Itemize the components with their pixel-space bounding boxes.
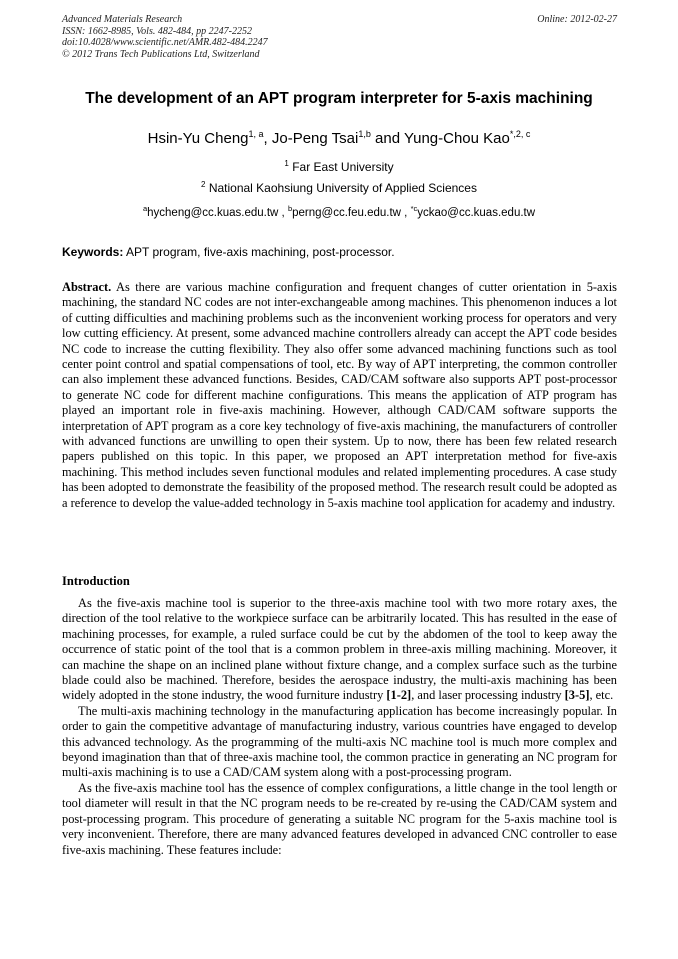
email-address[interactable]: perng@cc.feu.edu.tw: [292, 207, 401, 219]
email-separator: ,: [278, 207, 288, 219]
paragraph: The multi-axis machining technology in the manufacturing application has become increasingly popular. In order to gain the competitive advantage of manufacturing industry, various countries have engaged to develop this advanced technology. As the programming of the multi-axis NC machine tool is much more complex and beyond imagination than that of three-axis machine tool, the common practice in generating an NC program for multi-axis machining is to use a CAD/CAM system along with a post-processing program.: [62, 703, 617, 780]
affiliation-superscript: 2: [201, 180, 206, 189]
paragraph-text: As the five-axis machine tool is superior to the three-axis machine tool with two more rotary axes, the direction of the tool relative to the workpiece surface can be arbitrarily located. This has resulted in the ease of machining processes, for example, a ruled surface could be cut by the abdomen of the tool to keep away the occurrence of static point of the tool that is a common problem in three-axis milling machining. Moreover, it can machine the shape on an inclined plane without fixture change, and a complex surface such as the turbine blade could also be machined. Therefore, besides the aerospace industry, the multi-axis machining has been widely adopted in the stone industry, the wood furniture industry: [62, 596, 617, 703]
author-list: [40, 130, 638, 147]
email-superscript: a: [142, 204, 148, 213]
author-superscript: 1,b: [358, 129, 371, 139]
section-heading-introduction: Introduction: [62, 574, 130, 588]
email-address[interactable]: yckao@cc.kuas.edu.tw: [417, 207, 536, 219]
keywords: [62, 245, 617, 259]
email-list: [40, 204, 638, 219]
introduction-body: [62, 596, 617, 858]
abstract-text: As there are various machine configuration and frequent changes of cutter orientation in 5-axis machining, the standard NC codes are not inter-exchangeable among machines. This phenomenon induces a lot of cutting difficulties and machining problems such as the inconvenient working process for operators and very low cutting efficiency. At present, some advanced machine controllers already can accept the APT code besides NC code to increase the cutting flexibility. They also offer some advanced machining functions such as tool center point control and spatial compensations of tool, etc. By way of APT interpreting, the common controller can also implement these advanced functions. Besides, CAD/CAM software also supports APT post-processor to generate NC code for different machine configurations. This means the application of ATP program has played an important role in five-axis machining. However, although CAD/CAM software supports the interpretation of APT program as a core key technology of five-axis machining, the manufacturers of controller with advanced functions are unwilling to open their system. Up to now, there has been few related research papers published on this topic. In this paper, we proposed an APT interpretation method for five-axis machining. This method includes seven functional modules and related implementing procedures. A case study has been adopted to demonstrate the feasibility of the proposed method. The research result could be adopted as a reference to develop the value-added technology in 5-axis machine tool application for academy and industry.: [62, 280, 617, 510]
author-name: Jo-Peng Tsai: [271, 130, 359, 147]
author-separator: and: [370, 130, 404, 147]
paragraph: [62, 596, 617, 704]
journal-header: [62, 14, 617, 60]
online-date: Online: 2012-02-27: [537, 14, 617, 25]
keywords-text: APT program, five-axis machining, post-processor.: [123, 245, 395, 259]
affiliation-text: National Kaohsiung University of Applied Sciences: [208, 181, 477, 195]
citation[interactable]: [1-2]: [386, 688, 412, 703]
affiliation-superscript: 1: [284, 159, 289, 168]
paragraph-text: , and laser processing industry: [411, 688, 565, 703]
issn-line: ISSN: 1662-8985, Vols. 482-484, pp 2247-2252: [62, 25, 252, 37]
author-name: Yung-Chou Kao: [403, 130, 510, 147]
author-superscript: 1, a: [248, 129, 264, 139]
copyright-line: © 2012 Trans Tech Publications Ltd, Switzerland: [62, 48, 260, 60]
author-name: Hsin-Yu Cheng: [147, 130, 249, 147]
email-superscript: b: [287, 204, 293, 213]
email-separator: ,: [400, 207, 411, 219]
paragraph-text: , etc.: [589, 688, 614, 703]
author-superscript: *,2, c: [509, 129, 531, 139]
doi-line: doi:10.4028/www.scientific.net/AMR.482-484.2247: [62, 37, 268, 48]
affiliation-1: [40, 160, 638, 174]
email-address[interactable]: hycheng@cc.kuas.edu.tw: [147, 207, 279, 219]
journal-name: Advanced Materials Research: [62, 14, 183, 25]
paragraph: As the five-axis machine tool has the essence of complex configurations, a little change in the tool length or tool diameter will result in that the NC program needs to be re-created by re-using the CAD/CAM system and post-processing program. This procedure of generating a suitable NC program for the 5-axis machine tool is very inconvenient. Therefore, there are many advanced features developed in advanced CNC controller to ease five-axis machining. These features include:: [62, 780, 617, 857]
email-superscript: *c: [410, 204, 418, 213]
abstract-label: Abstract.: [62, 280, 112, 294]
affiliation-text: Far East University: [292, 160, 394, 174]
paper-title: The development of an APT program interpreter for 5-axis machining: [85, 90, 593, 107]
citation[interactable]: [3-5]: [564, 688, 590, 703]
author-separator: ,: [263, 130, 272, 147]
abstract: [62, 280, 617, 511]
keywords-label: Keywords:: [62, 245, 124, 259]
affiliation-2: [40, 181, 638, 195]
